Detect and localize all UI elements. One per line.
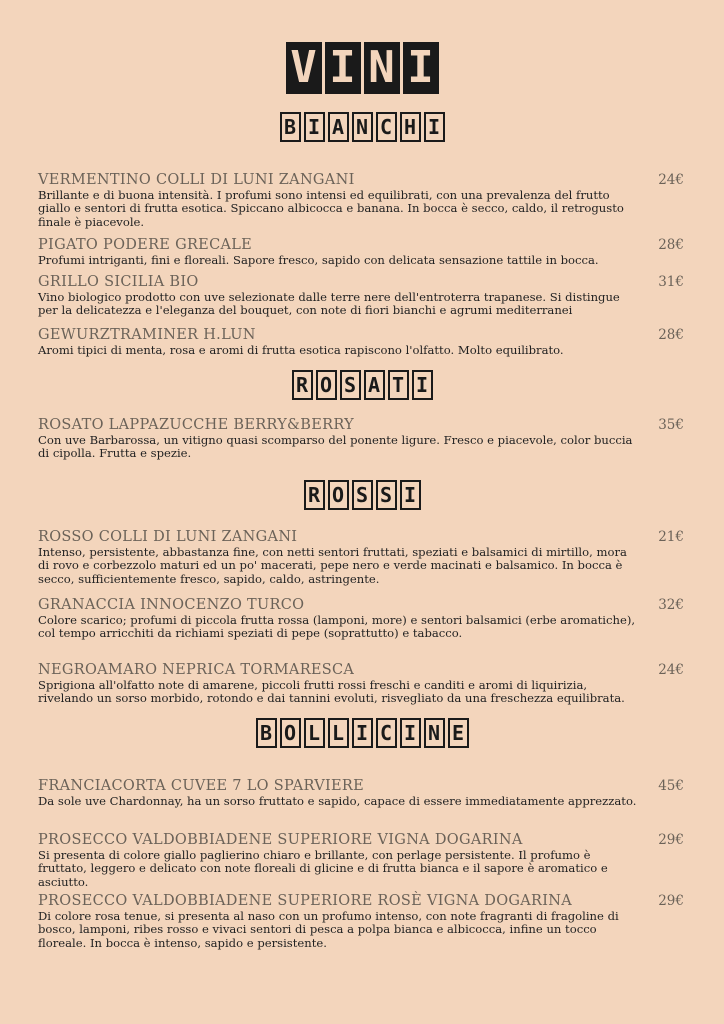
wine-description: Aromi tipici di menta, rosa e aromi di frutta esotica rapiscono l'olfatto. Molto equilibrato. — [38, 343, 564, 357]
wine-name: FRANCIACORTA CUVEE 7 LO SPARVIERE — [38, 778, 364, 794]
wine-item — [38, 172, 684, 229]
wine-name: GRANACCIA INNOCENZO TURCO — [38, 597, 305, 613]
wine-name: ROSATO LAPPAZUCCHE BERRY&BERRY — [38, 417, 354, 433]
wine-name: VERMENTINO COLLI DI LUNI ZANGANI — [38, 172, 355, 188]
wine-description: Brillante e di buona intensità. I profumi sono intensi ed equilibrati, con una prevalenza del frutto giallo e sentori di frutta esotica. Spiccano albicocca e banana. In bocca è secco, caldo, il retrogusto finale è piacevole. — [38, 188, 624, 229]
section-heading-stencil — [304, 480, 421, 510]
section-heading-bollicine — [0, 718, 724, 748]
stencil-letter: I — [424, 112, 445, 142]
wine-name: PROSECCO VALDOBBIADENE SUPERIORE ROSÈ VIGNA DOGARINA — [38, 893, 573, 909]
stencil-letter: B — [280, 112, 301, 142]
wine-item — [38, 529, 684, 586]
stencil-letter: V — [286, 42, 322, 94]
wine-item — [38, 893, 684, 950]
section-heading-rossi — [0, 480, 724, 510]
section-heading-bianchi — [0, 112, 724, 142]
section-heading-stencil — [280, 112, 445, 142]
stencil-letter: N — [424, 718, 445, 748]
stencil-letter: I — [325, 42, 361, 94]
stencil-letter: A — [328, 112, 349, 142]
stencil-letter: I — [403, 42, 439, 94]
stencil-letter: C — [376, 112, 397, 142]
stencil-letter: C — [376, 718, 397, 748]
wine-name: ROSSO COLLI DI LUNI ZANGANI — [38, 529, 298, 545]
stencil-letter: S — [352, 480, 373, 510]
stencil-letter: E — [448, 718, 469, 748]
wine-description: Vino biologico prodotto con uve selezionate dalle terre nere dell'entroterra trapanese. Si distingue per la delicatezza e l'eleganza del bouquet, con note di fiori bianchi e agrumi mediterranei — [38, 290, 620, 318]
wine-price: 24€ — [658, 172, 684, 188]
stencil-letter: H — [400, 112, 421, 142]
stencil-letter: S — [376, 480, 397, 510]
wine-description: Intenso, persistente, abbastanza fine, con netti sentori fruttati, speziati e balsamici di mirtillo, mora di rovo e corbezzolo maturi ed un po' macerati, pepe nero e verde macinati e balsamico. In bocca è secco, sufficientemente fresco, sapido, caldo, astringente. — [38, 545, 627, 586]
wine-name: GRILLO SICILIA BIO — [38, 274, 199, 290]
wine-price: 32€ — [658, 597, 684, 613]
stencil-letter: T — [388, 370, 409, 400]
title-stencil — [286, 42, 439, 94]
wine-item — [38, 274, 684, 318]
stencil-letter: R — [292, 370, 313, 400]
stencil-letter: N — [352, 112, 373, 142]
stencil-letter: I — [400, 480, 421, 510]
wine-item — [38, 597, 684, 641]
stencil-letter: B — [256, 718, 277, 748]
stencil-letter: I — [352, 718, 373, 748]
wine-price: 28€ — [658, 327, 684, 343]
wine-item — [38, 237, 684, 267]
section-heading-rosati — [0, 370, 724, 400]
wine-item — [38, 778, 684, 808]
section-heading-stencil — [292, 370, 433, 400]
stencil-letter: R — [304, 480, 325, 510]
stencil-letter: O — [280, 718, 301, 748]
wine-description: Profumi intriganti, fini e floreali. Sapore fresco, sapido con delicata sensazione tattile in bocca. — [38, 253, 599, 267]
stencil-letter: S — [340, 370, 361, 400]
stencil-letter: I — [412, 370, 433, 400]
wine-price: 35€ — [658, 417, 684, 433]
wine-price: 29€ — [658, 832, 684, 848]
wine-item — [38, 832, 684, 889]
wine-name: GEWURZTRAMINER H.LUN — [38, 327, 256, 343]
wine-price: 31€ — [658, 274, 684, 290]
wine-price: 45€ — [658, 778, 684, 794]
wine-price: 24€ — [658, 662, 684, 678]
stencil-letter: I — [400, 718, 421, 748]
wine-item — [38, 417, 684, 461]
wine-description: Colore scarico; profumi di piccola frutta rossa (lamponi, more) e sentori balsamici (erbe aromatiche), col tempo arricchiti da richiami speziati di pepe (soprattutto) e tabacco. — [38, 613, 636, 641]
stencil-letter: L — [304, 718, 325, 748]
wine-description: Di colore rosa tenue, si presenta al naso con un profumo intenso, con note fragranti di fragoline di bosco, lamponi, ribes rosso e vivaci sentori di pesca a polpa bianca e albicocca, infine un tocco floreale. In bocca è intenso, sapido e persistente. — [38, 909, 619, 950]
wine-price: 28€ — [658, 237, 684, 253]
wine-price: 29€ — [658, 893, 684, 909]
stencil-letter: A — [364, 370, 385, 400]
stencil-letter: O — [316, 370, 337, 400]
wine-description: Con uve Barbarossa, un vitigno quasi scomparso del ponente ligure. Fresco e piacevole, color buccia di cipolla. Frutta e spezie. — [38, 433, 633, 461]
stencil-letter: L — [328, 718, 349, 748]
wine-price: 21€ — [658, 529, 684, 545]
wine-description: Da sole uve Chardonnay, ha un sorso fruttato e sapido, capace di essere immediatamente apprezzato. — [38, 794, 637, 808]
wine-name: PROSECCO VALDOBBIADENE SUPERIORE VIGNA DOGARINA — [38, 832, 523, 848]
section-heading-stencil — [256, 718, 469, 748]
wine-description: Sprigiona all'olfatto note di amarene, piccoli frutti rossi freschi e canditi e aromi di liquirizia, rivelando un sorso morbido, rotondo e dai tannini evoluti, risvegliato da una freschezza equilibrata. — [38, 678, 625, 706]
wine-name: PIGATO PODERE GRECALE — [38, 237, 253, 253]
menu-title — [0, 42, 724, 94]
stencil-letter: N — [364, 42, 400, 94]
wine-name: NEGROAMARO NEPRICA TORMARESCA — [38, 662, 355, 678]
wine-description: Si presenta di colore giallo paglierino chiaro e brillante, con perlage persistente. Il profumo è fruttato, leggero e delicato con note floreali di glicine e di frutta bianca e il sapore è aromatico e asciutto. — [38, 848, 608, 889]
stencil-letter: O — [328, 480, 349, 510]
stencil-letter: I — [304, 112, 325, 142]
wine-item — [38, 327, 684, 357]
wine-item — [38, 662, 684, 706]
